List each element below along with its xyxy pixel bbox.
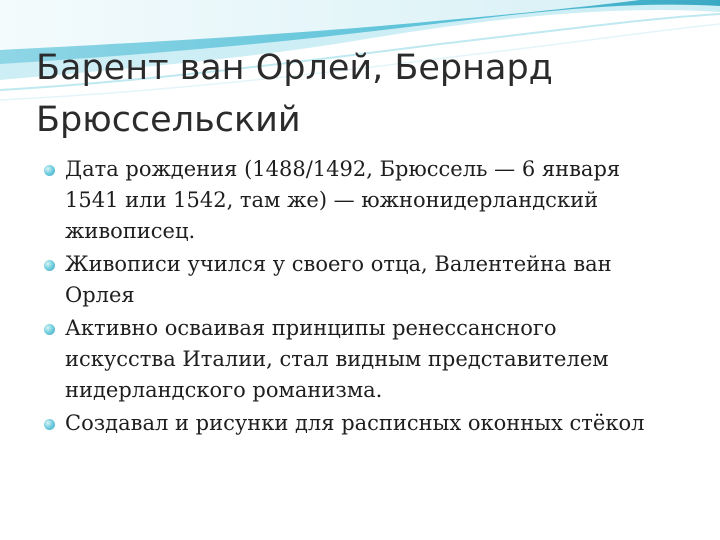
bullet-text: Дата рождения (1488/1492, Брюссель — 6 января 1541 или 1542, там же) — южнонидерландский живописец. [65, 157, 621, 243]
bullet-dot-icon [44, 419, 55, 430]
bullet-dot-icon [44, 260, 55, 271]
bullet-item [44, 249, 664, 311]
bullet-text: Создавал и рисунки для расписных оконных стёкол [65, 411, 645, 435]
slide-title: Барент ван Орлей, Бернард Брюссельский [36, 48, 553, 140]
bullet-item [44, 408, 664, 439]
bullet-dot-icon [44, 324, 55, 335]
bullet-item [44, 313, 664, 406]
bullet-text: Активно осваивая принципы ренессансного искусства Италии, стал видным представителем нидерландского романизма. [65, 316, 609, 402]
bullet-list [44, 154, 664, 441]
bullet-dot-icon [44, 165, 55, 176]
bullet-item [44, 154, 664, 247]
bullet-text: Живописи учился у своего отца, Валентейна ван Орлея [65, 252, 612, 307]
